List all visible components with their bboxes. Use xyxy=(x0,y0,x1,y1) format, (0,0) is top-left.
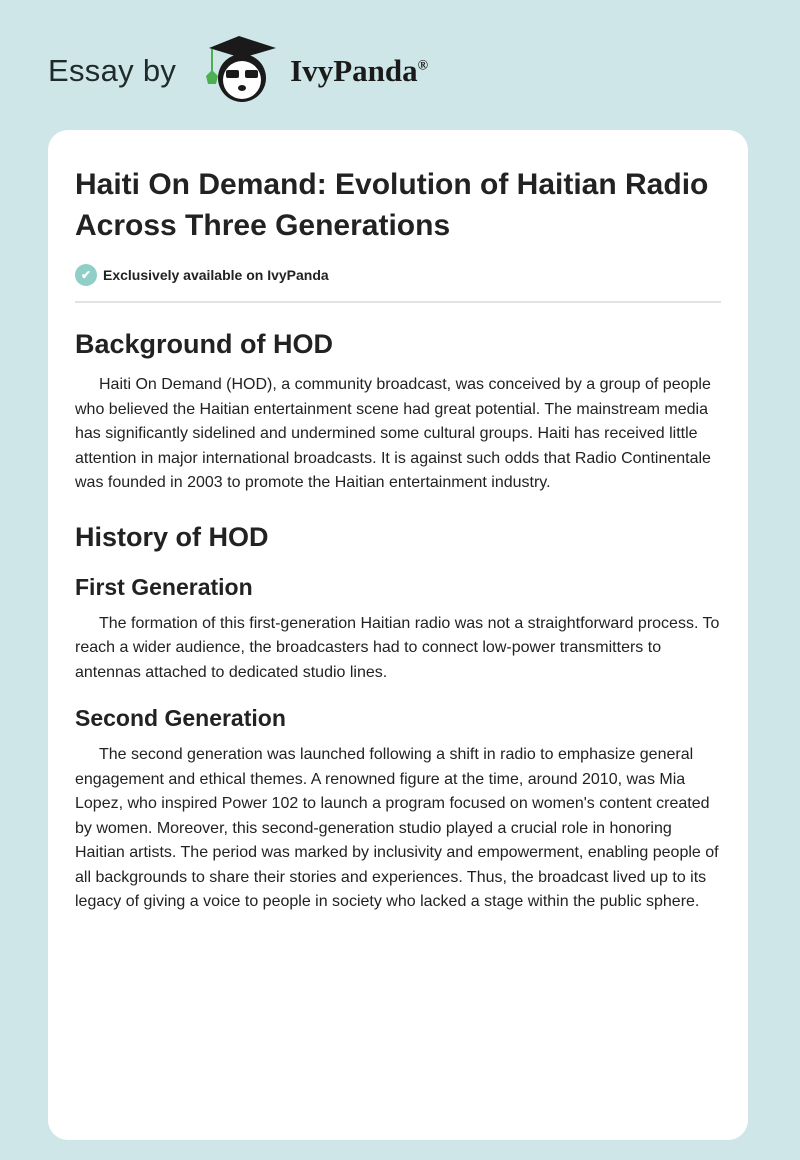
subsection-heading: Second Generation xyxy=(75,705,286,731)
section-heading: History of HOD xyxy=(75,521,269,552)
paragraph: The second generation was launched following a shift in radio to emphasize general engagement and ethical themes. A renowned figure at the time, around 2010, was Mia Lopez, who inspired Power 102 to launch a program focused on women's content created by women. Moreover, this second-generation studio played a crucial role in honoring Haitian artists. The period was marked by inclusivity and empowerment, enabling people of all backgrounds to share their stories and experiences. Thus, the broadcast lived up to its legacy of giving a voice to people in society who lacked a stage within the public sphere. xyxy=(75,746,719,910)
exclusive-badge-label: Exclusively available on IvyPanda xyxy=(103,267,329,283)
panda-mascot-icon xyxy=(194,36,284,106)
essay-by-label: Essay by xyxy=(48,53,177,88)
subsection-heading: First Generation xyxy=(75,573,253,600)
section-heading: Background of HOD xyxy=(75,329,334,359)
registered-mark: ® xyxy=(417,58,429,74)
exclusive-badge xyxy=(75,264,721,286)
ivypanda-logo[interactable] xyxy=(48,36,428,106)
divider xyxy=(75,301,721,303)
brand-name xyxy=(290,53,428,89)
paragraph: The formation of this first-generation Haitian radio was not a straightforward process. To reach a wider audience, the broadcasters had to connect low-power transmitters to antennas attached to dedicated studio lines. xyxy=(75,614,720,681)
paragraph: Haiti On Demand (HOD), a community broadcast, was conceived by a group of people who believed the Haitian entertainment scene had great potential. The mainstream media has significantly sidelined and undermined some cultural groups. Haiti has received little attention in major international broadcasts. It is against such odds that Radio Continentale was founded in 2003 to promote the Haitian entertainment industry. xyxy=(75,376,711,491)
essay-card xyxy=(48,130,748,1140)
brand-text: IvyPanda xyxy=(290,53,418,88)
essay-title: Haiti On Demand: Evolution of Haitian Radio Across Three Generations xyxy=(75,168,709,242)
check-icon: ✔ xyxy=(75,264,97,286)
